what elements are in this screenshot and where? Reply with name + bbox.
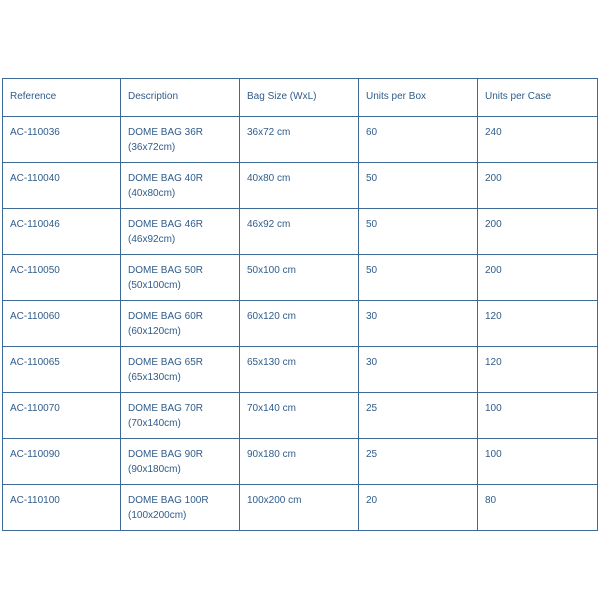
table-row <box>3 209 598 255</box>
cell-units-per-box: 30 <box>359 301 478 347</box>
cell-units-per-box: 50 <box>359 163 478 209</box>
cell-units-per-box: 30 <box>359 347 478 393</box>
cell-units-per-case: 100 <box>478 393 598 439</box>
cell-units-per-box: 50 <box>359 209 478 255</box>
description-dimensions: (65x130cm) <box>128 372 181 383</box>
table-header-row <box>3 79 598 117</box>
table-row <box>3 117 598 163</box>
cell-units-per-case: 120 <box>478 301 598 347</box>
cell-bag-size: 70x140 cm <box>240 393 359 439</box>
description-name: DOME BAG 65R <box>128 357 204 368</box>
cell-description <box>121 485 240 531</box>
cell-bag-size: 65x130 cm <box>240 347 359 393</box>
description-dimensions: (60x120cm) <box>128 326 181 337</box>
description-name: DOME BAG 60R <box>128 311 204 322</box>
description-name: DOME BAG 40R <box>128 173 204 184</box>
cell-reference: AC-110060 <box>3 301 121 347</box>
cell-description <box>121 301 240 347</box>
cell-units-per-box: 60 <box>359 117 478 163</box>
cell-units-per-case: 100 <box>478 439 598 485</box>
description-name: DOME BAG 100R <box>128 495 209 506</box>
table-row <box>3 347 598 393</box>
cell-description <box>121 209 240 255</box>
cell-reference: AC-110090 <box>3 439 121 485</box>
cell-units-per-box: 20 <box>359 485 478 531</box>
cell-reference: AC-110046 <box>3 209 121 255</box>
description-dimensions: (90x180cm) <box>128 464 181 475</box>
cell-units-per-case: 240 <box>478 117 598 163</box>
cell-description <box>121 163 240 209</box>
cell-units-per-case: 200 <box>478 255 598 301</box>
description-name: DOME BAG 70R <box>128 403 204 414</box>
table-row <box>3 439 598 485</box>
cell-description <box>121 347 240 393</box>
cell-description <box>121 393 240 439</box>
description-dimensions: (46x92cm) <box>128 234 176 245</box>
cell-reference: AC-110040 <box>3 163 121 209</box>
cell-reference: AC-110050 <box>3 255 121 301</box>
description-name: DOME BAG 46R <box>128 219 204 230</box>
cell-bag-size: 90x180 cm <box>240 439 359 485</box>
cell-bag-size: 100x200 cm <box>240 485 359 531</box>
cell-description <box>121 117 240 163</box>
header-bag-size: Bag Size (WxL) <box>240 79 359 117</box>
cell-reference: AC-110036 <box>3 117 121 163</box>
product-spec-table <box>2 78 598 531</box>
description-dimensions: (50x100cm) <box>128 280 181 291</box>
table-row <box>3 393 598 439</box>
cell-units-per-case: 120 <box>478 347 598 393</box>
cell-units-per-box: 50 <box>359 255 478 301</box>
cell-bag-size: 60x120 cm <box>240 301 359 347</box>
description-name: DOME BAG 36R <box>128 127 204 138</box>
cell-bag-size: 36x72 cm <box>240 117 359 163</box>
cell-units-per-case: 200 <box>478 163 598 209</box>
description-dimensions: (40x80cm) <box>128 188 176 199</box>
cell-description <box>121 255 240 301</box>
cell-units-per-case: 80 <box>478 485 598 531</box>
description-dimensions: (36x72cm) <box>128 142 176 153</box>
header-units-per-box: Units per Box <box>359 79 478 117</box>
table-row <box>3 485 598 531</box>
header-reference: Reference <box>3 79 121 117</box>
cell-units-per-box: 25 <box>359 393 478 439</box>
cell-reference: AC-110100 <box>3 485 121 531</box>
table-row <box>3 255 598 301</box>
header-units-per-case: Units per Case <box>478 79 598 117</box>
cell-reference: AC-110070 <box>3 393 121 439</box>
product-table-container <box>2 78 597 531</box>
table-row <box>3 301 598 347</box>
cell-reference: AC-110065 <box>3 347 121 393</box>
cell-bag-size: 50x100 cm <box>240 255 359 301</box>
description-name: DOME BAG 90R <box>128 449 204 460</box>
header-description: Description <box>121 79 240 117</box>
description-dimensions: (100x200cm) <box>128 510 187 521</box>
cell-units-per-case: 200 <box>478 209 598 255</box>
cell-units-per-box: 25 <box>359 439 478 485</box>
cell-description <box>121 439 240 485</box>
cell-bag-size: 40x80 cm <box>240 163 359 209</box>
description-name: DOME BAG 50R <box>128 265 204 276</box>
cell-bag-size: 46x92 cm <box>240 209 359 255</box>
description-dimensions: (70x140cm) <box>128 418 181 429</box>
table-row <box>3 163 598 209</box>
